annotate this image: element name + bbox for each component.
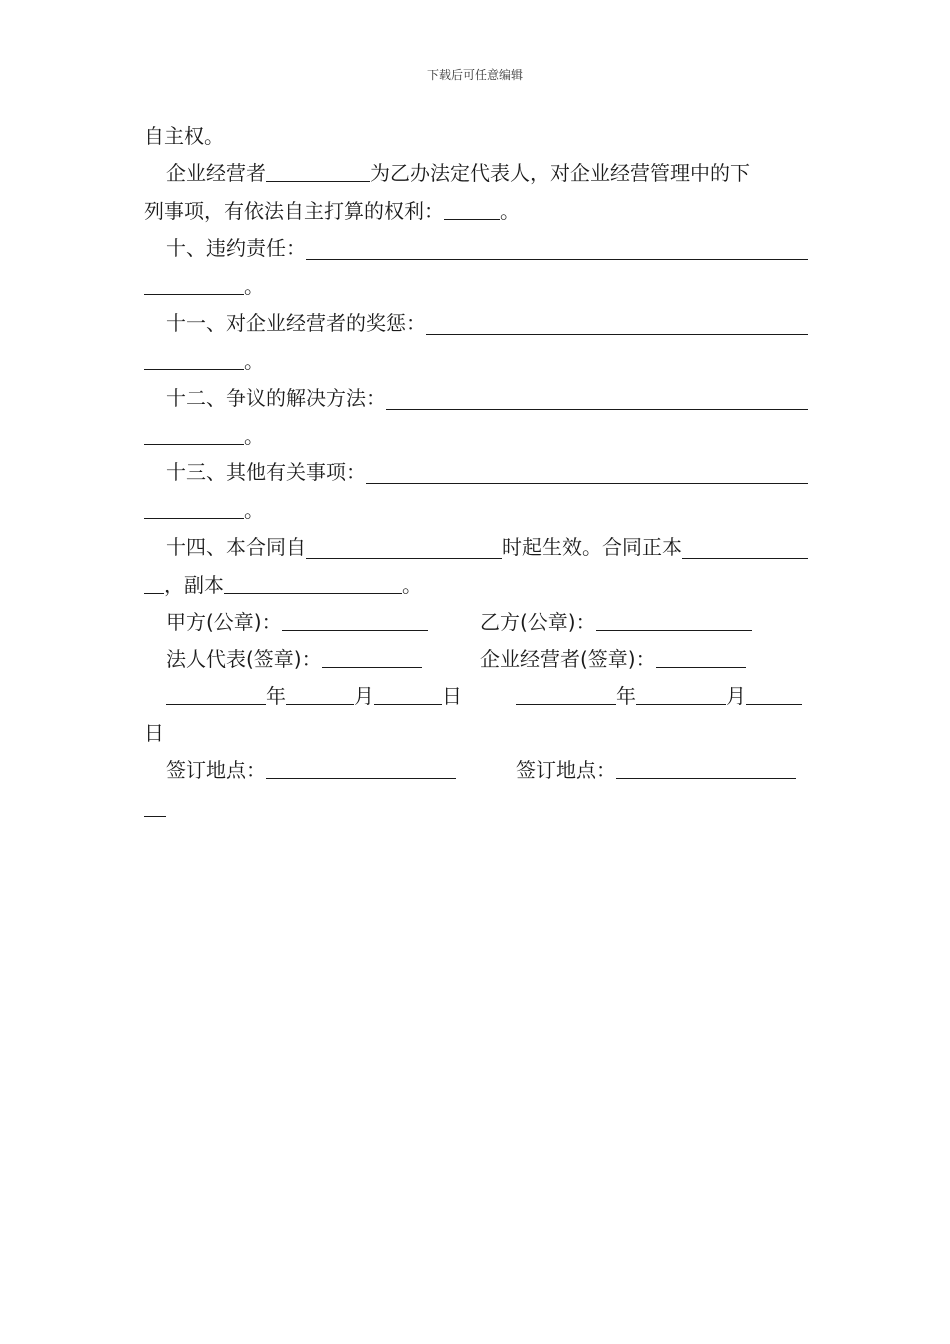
blank-party-b-seal[interactable] bbox=[596, 608, 752, 631]
blank-legal-rep[interactable] bbox=[322, 645, 422, 668]
party-b-place: 签订地点： bbox=[516, 755, 796, 785]
blank-original-copies-cont[interactable] bbox=[144, 571, 164, 594]
date-row-cont: 日 bbox=[144, 721, 164, 745]
line-2: 企业经营者 为乙办法定代表人，对企业经营管理中的下 bbox=[166, 161, 750, 185]
section-14-heading: 十四、本合同自 时起生效。合同正本 bbox=[166, 532, 808, 562]
legal-rep-signature: 法人代表(签章)： bbox=[166, 644, 422, 674]
operator-signature: 企业经营者(签章)： bbox=[480, 644, 746, 674]
blank-breach-liability[interactable] bbox=[306, 237, 808, 260]
seal-row bbox=[144, 607, 808, 637]
blank-b-day[interactable] bbox=[746, 682, 802, 705]
blank-b-year[interactable] bbox=[516, 682, 616, 705]
blank-b-place-cont[interactable] bbox=[144, 794, 166, 817]
party-a-seal: 甲方(公章)： bbox=[166, 607, 428, 637]
section-11-cont: 。 bbox=[144, 346, 264, 376]
blank-breach-liability-cont[interactable] bbox=[144, 272, 244, 295]
section-14-cont: ，副本 。 bbox=[144, 570, 422, 600]
blank-rewards-penalties[interactable] bbox=[426, 312, 808, 335]
place-row bbox=[144, 755, 808, 785]
section-11-heading: 十一、对企业经营者的奖惩： bbox=[166, 308, 808, 338]
blank-b-place[interactable] bbox=[616, 756, 796, 779]
blank-dispute-resolution-cont[interactable] bbox=[144, 422, 244, 445]
blank-dispute-resolution[interactable] bbox=[386, 387, 808, 410]
blank-party-a-seal[interactable] bbox=[282, 608, 428, 631]
blank-original-copies[interactable] bbox=[682, 536, 808, 559]
section-13-heading: 十三、其他有关事项： bbox=[166, 457, 808, 487]
section-10-cont: 。 bbox=[144, 271, 264, 301]
blank-operator-name[interactable] bbox=[266, 159, 370, 182]
blank-other-matters-cont[interactable] bbox=[144, 496, 244, 519]
section-13-cont: 。 bbox=[144, 495, 264, 525]
blank-a-place[interactable] bbox=[266, 756, 456, 779]
party-a-date: 年 月 日 bbox=[166, 681, 462, 711]
party-b-date: 年 月 bbox=[516, 681, 802, 711]
blank-autonomy-items[interactable] bbox=[444, 197, 500, 220]
line-3: 列事项，有依法自主打算的权利： 。 bbox=[144, 199, 520, 223]
blank-a-day[interactable] bbox=[374, 682, 442, 705]
blank-a-year[interactable] bbox=[166, 682, 266, 705]
place-row-cont bbox=[144, 793, 166, 823]
representative-row bbox=[144, 644, 808, 674]
blank-rewards-penalties-cont[interactable] bbox=[144, 347, 244, 370]
blank-effective-date[interactable] bbox=[306, 536, 502, 559]
section-12-heading: 十二、争议的解决方法： bbox=[166, 383, 808, 413]
blank-b-month[interactable] bbox=[636, 682, 726, 705]
section-10-heading: 十、违约责任： bbox=[166, 233, 808, 263]
blank-operator-sign[interactable] bbox=[656, 645, 746, 668]
blank-a-month[interactable] bbox=[286, 682, 354, 705]
blank-other-matters[interactable] bbox=[366, 461, 808, 484]
date-row bbox=[144, 681, 808, 711]
blank-duplicate-copies[interactable] bbox=[224, 571, 402, 594]
party-b-seal: 乙方(公章)： bbox=[480, 607, 752, 637]
section-12-cont: 。 bbox=[144, 421, 264, 451]
page-header: 下载后可任意编辑 bbox=[426, 68, 523, 82]
party-a-place: 签订地点： bbox=[166, 755, 456, 785]
line-1: 自主权。 bbox=[144, 124, 224, 148]
